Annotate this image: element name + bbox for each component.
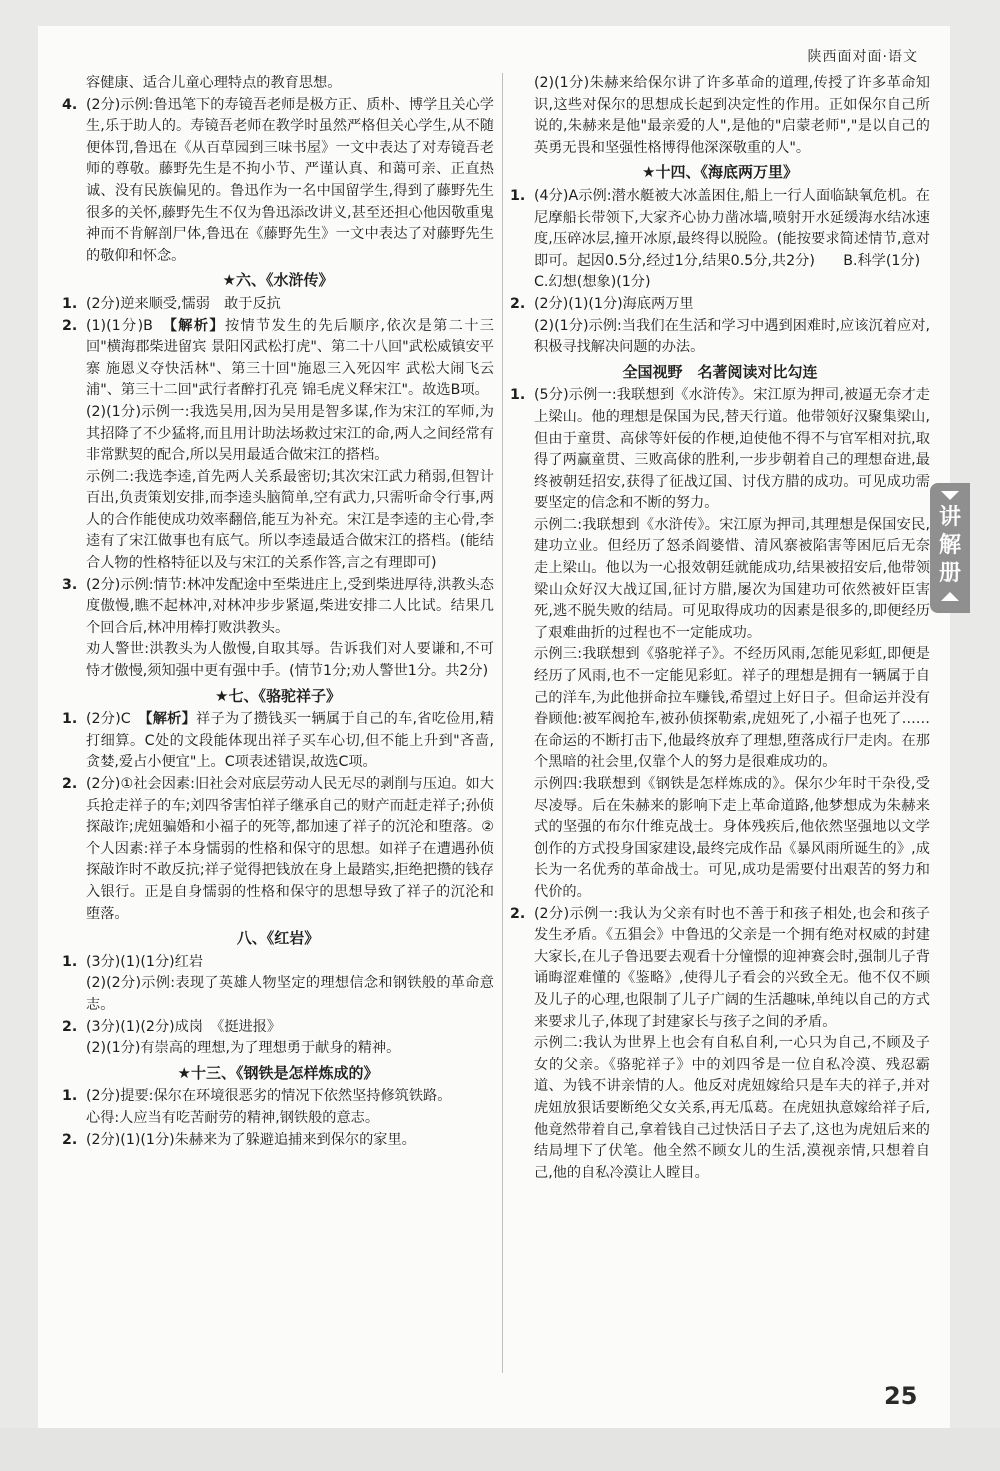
question-number: 1. — [62, 953, 78, 970]
answer-text: 示例四:我联想到《钢铁是怎样炼成的》。保尔少年时干杂役,受尽凌辱。后在朱赫来的影响下走上革命道路,他梦想成为朱赫来式的坚强的布尔什维克战士。身体残疾后,他依然坚强地以文学创作的方式投身国家建设,最终完成作品《暴风雨所诞生的》,成长为一名优秀的革命战士。可见,成功是需要付出艰苦的努力和代价的。 — [534, 776, 930, 900]
national-question-2 — [510, 904, 930, 1034]
s6-question-2 — [62, 316, 494, 402]
answer-text: 示例二:我选李逵,首先两人关系最密切;其次宋江武力稍弱,但智计百出,负责策划安排,而李逵头脑简单,空有武力,只需听命令行事,两人的合作能使成功效率翻倍,能互为补充。宋江是李逵的主心骨,李逵有了宋江做事也有底气。所以李逵最适合做宋江的搭档。(能结合人物的性格特征以及与宋江的关系作答,言之有理即可) — [86, 468, 494, 572]
answer-text: (3分)(1)(2分)成岗 《挺进报》 — [86, 1018, 282, 1035]
right-column — [510, 73, 930, 1184]
s7-question-1 — [62, 709, 494, 774]
section-title-hongyan: 八、《红岩》 — [236, 929, 320, 948]
question-number: 2. — [62, 1018, 78, 1035]
question-number: 1. — [510, 187, 526, 204]
question-number: 2. — [510, 295, 526, 312]
answer-text: C.幻想(想象)(1分) — [534, 274, 651, 291]
answer-text: (2分)逆来顺受,懦弱 敢于反抗 — [86, 295, 281, 312]
s6-question-3 — [62, 575, 494, 640]
side-tab-char: 讲 — [938, 505, 961, 530]
question-number: 2. — [510, 905, 526, 922]
bottom-bar — [0, 1428, 1000, 1471]
national-question-1 — [510, 385, 930, 515]
side-tab-jiangjie[interactable] — [930, 483, 970, 613]
answer-part: 按情节发生的先后顺序,依次是第二十三回"横海郡柴进留宾 景阳冈武松打虎"、第二十八回"武松威镇安平寨 施恩义夺快活林"、第三十回"施恩三入死囚牢 武松大闹飞云浦"、第三十二回"武行者醉打孔亮 锦毛虎义释宋江"。故选B项。 — [86, 317, 494, 399]
answer-text: (2分)示例:鲁迅笔下的寿镜吾老师是极方正、质朴、博学且关心学生,乐于助人的。寿镜吾老师在教学时虽然严格但关心学生,从不随便体罚,鲁迅在《从百草园到三味书屋》一文中表达了对寿镜吾老师的尊敬。藤野先生是不拘小节、严谨认真、和蔼可亲、正直热诚、没有民族偏见的。鲁迅作为一名中国留学生,得到了藤野先生很多的关怀,藤野先生不仅为鲁迅添改讲义,甚至还担心他因敬重鬼神而不肯解剖尸体,鲁迅在《藤野先生》一文中表达了对藤野先生的敬仰和怀念。 — [86, 96, 494, 264]
triangle-up-icon — [941, 592, 959, 601]
s14-question-2 — [510, 294, 930, 316]
answer-text: (4分)A示例:潜水艇被大冰盖困住,船上一行人面临缺氧危机。在尼摩船长带领下,大家齐心协力凿冰墙,喷射开水延缓海水结冰速度,压碎冰层,撞开冰原,最终得以脱险。(能按要求简述情节,意对即可。起因0.5分,经过1分,结果0.5分,共2分) B.科学(1分) — [534, 187, 930, 269]
answer-text: (2)(1分)示例:当我们在生活和学习中遇到困难时,应该沉着应对,积极寻找解决问题的办法。 — [534, 317, 930, 356]
answer-text: (2分)①社会因素:旧社会对底层劳动人民无尽的剥削与压迫。如大兵抢走祥子的车;刘四爷害怕祥子继承自己的财产而赶走祥子;孙侦探敲诈;虎妞骗婚和小福子的死等,都加速了祥子的沉沦和堕落。②个人因素:祥子本身懦弱的性格和保守的思想。如祥子在遭遇孙侦探敲诈时不敢反抗;祥子觉得把钱放在身上最踏实,拒绝把攒的钱存入银行。正是自身懦弱的性格和保守的思想导致了祥子的沉沦和堕落。 — [86, 776, 494, 922]
s7-question-2 — [62, 774, 494, 925]
answer-text: 劝人警世:洪教头为人傲慢,自取其辱。告诉我们对人要谦和,不可恃才傲慢,须知强中更有强中手。(情节1分;劝人警世1分。共2分) — [86, 641, 494, 680]
question-number: 1. — [62, 711, 78, 728]
answer-text: 示例二:我联想到《水浒传》。宋江原为押司,其理想是保国安民,建功立业。但经历了怒杀阎婆惜、清风寨被陷害等困厄后无奈走上梁山。他以为一心报效朝廷就能成功,结果被招安后,他带领梁山众好汉大战辽国,征讨方腊,屡次为国建功可依然被奸臣害死,逃不脱失败的结局。可见取得成功的因素是很多的,即便经历了艰难曲折的过程也不一定能成功。 — [534, 516, 930, 641]
intro-text: 容健康、适合儿童心理特点的教育思想。 — [86, 75, 342, 91]
answer-text: (2)(2分)示例:表现了英雄人物坚定的理想信念和钢铁般的革命意志。 — [86, 975, 494, 1013]
answer-part: (2分)C — [86, 711, 146, 728]
answer-text: 心得:人应当有吃苦耐劳的精神,钢铁般的意志。 — [86, 1109, 380, 1126]
analysis-tag: 【解析】 — [145, 711, 197, 728]
left-column — [62, 73, 494, 1151]
s14-question-1 — [510, 186, 930, 272]
s13-question-1 — [62, 1086, 494, 1108]
answer-text — [86, 709, 494, 774]
answer-text: 示例二:我认为世界上也会有自私自利,一心只为自己,不顾及子女的父亲。《骆驼祥子》中的刘四爷是一位自私冷漠、残忍霸道、为钱不讲亲情的人。他反对虎妞嫁给只是车夫的祥子,并对虎妞放狠话要断绝父女关系,再无瓜葛。在虎妞执意嫁给祥子后,他竟然带着自己,拿着钱自己过快活日子去了,这也为虎妞后来的结局埋下了伏笔。他全然不顾女儿的生活,漠视亲情,只想着自己,他的自私冷漠让人瞠目。 — [534, 1035, 930, 1181]
question-number: 2. — [62, 317, 78, 334]
side-tab-char: 解 — [938, 533, 961, 558]
analysis-tag: 【解析】 — [169, 317, 225, 334]
answer-text: 示例三:我联想到《骆驼祥子》。不经历风雨,怎能见彩虹,即便是经历了风雨,也不一定能见彩虹。祥子的理想是拥有一辆属于自己的洋车,为此他拼命拉车赚钱,希望过上好日子。但命运并没有眷顾他:被军阀抢车,被孙侦探勒索,虎妞死了,小福子也死了……在命运的不断打击下,他最终放弃了理想,堕落成行尸走肉。在那个黑暗的社会里,仅靠个人的努力是很难成功的。 — [534, 646, 930, 771]
answer-text: (2)(1分)有崇高的理想,为了理想勇于献身的精神。 — [86, 1040, 401, 1057]
question-number: 2. — [62, 776, 78, 792]
s6-question-1 — [62, 294, 494, 316]
answer-text: (2分)(1)(1分)朱赫来为了躲避追捕来到保尔的家里。 — [86, 1131, 416, 1148]
answer-part: (1)(1分)B — [86, 317, 170, 334]
question-number: 1. — [62, 1088, 78, 1105]
answer-text — [86, 316, 494, 402]
section-title-luotuo: ★七、《骆驼祥子》 — [215, 686, 341, 705]
question-number: 3. — [62, 576, 78, 593]
answer-text: (2分)示例一:我认为父亲有时也不善于和孩子相处,也会和孩子发生矛盾。《五猖会》中鲁迅的父亲是一个拥有绝对权威的封建大家长,在儿子鲁迅要去观看十分憧憬的迎神赛会时,强制儿子背诵晦涩难懂的《鉴略》,使得儿子看会的兴致全无。他不仅不顾及儿子的心理,也限制了儿子广阔的生活趣味,单纯以自己的方式来要求儿子,体现了封建家长与孩子之间的矛盾。 — [534, 905, 930, 1030]
section-title-haidi: ★十四、《海底两万里》 — [642, 163, 798, 182]
section-title-gangtie: ★十三、《钢铁是怎样炼成的》 — [177, 1063, 379, 1082]
question-number: 1. — [62, 295, 78, 312]
triangle-down-icon — [941, 491, 959, 500]
answer-text: (2分)(1)(1分)海底两万里 — [534, 295, 694, 312]
answer-text: (2分)示例:情节:林冲发配途中至柴进庄上,受到柴进厚待,洪教头态度傲慢,瞧不起林冲,对林冲步步紧逼,柴进安排二人比试。结果几个回合后,林冲用棒打败洪教头。 — [86, 576, 494, 636]
s8-question-2 — [62, 1017, 494, 1039]
answer-text: (2)(1分)朱赫来给保尔讲了许多革命的道理,传授了许多革命知识,这些对保尔的思想成长起到决定性的作用。正如保尔自己所说的,朱赫来是他"最亲爱的人",是他的"启蒙老师","是以自己的英勇无畏和坚强性格博得他深深敬重的人"。 — [534, 75, 930, 156]
answer-text: (3分)(1)(1分)红岩 — [86, 953, 204, 970]
question-4 — [62, 95, 494, 268]
section-title-shuihu: ★六、《水浒传》 — [222, 271, 334, 290]
question-number: 2. — [62, 1131, 78, 1148]
header-title: 陕西面对面·语文 — [807, 49, 918, 65]
question-number: 1. — [510, 387, 526, 404]
answer-text: (5分)示例一:我联想到《水浒传》。宋江原为押司,被逼无奈才走上梁山。他的理想是保国为民,替天行道。他带领好汉聚集梁山,但由于童贯、高俅等奸佞的作梗,迫使他不得不与官军相对抗,取得了两赢童贯、三败高俅的胜利,一步步朝着自己的理想奋进,最终被朝廷招安,获得了征战辽国、讨伐方腊的成功。可见成功需要坚定的信念和不断的努力。 — [534, 387, 930, 512]
side-tab-char: 册 — [938, 561, 961, 586]
answer-text: (2)(1分)示例一:我选吴用,因为吴用是智多谋,作为宋江的军师,为其招降了不少猛将,而且用计助法场救过宋江的命,两人之间经常有非常默契的配合,所以吴用最适合做宋江的搭档。 — [86, 403, 494, 464]
question-number: 4. — [62, 96, 78, 113]
page-number: 25 — [884, 1382, 918, 1410]
answer-part: 祥子为了攒钱买一辆属于自己的车,省吃俭用,精打细算。C处的文段能体现出祥子买车心切,但不能上升到"吝啬,贪婪,爱占小便宜"上。C项表述错误,故选C项。 — [86, 711, 494, 771]
section-title-national: 全国视野 名著阅读对比勾连 — [622, 362, 818, 381]
answer-text: (2分)提要:保尔在环境很恶劣的情况下依然坚持修筑铁路。 — [86, 1088, 452, 1105]
s8-question-1 — [62, 952, 494, 974]
column-divider — [502, 73, 503, 1373]
s13-question-2 — [62, 1130, 494, 1152]
